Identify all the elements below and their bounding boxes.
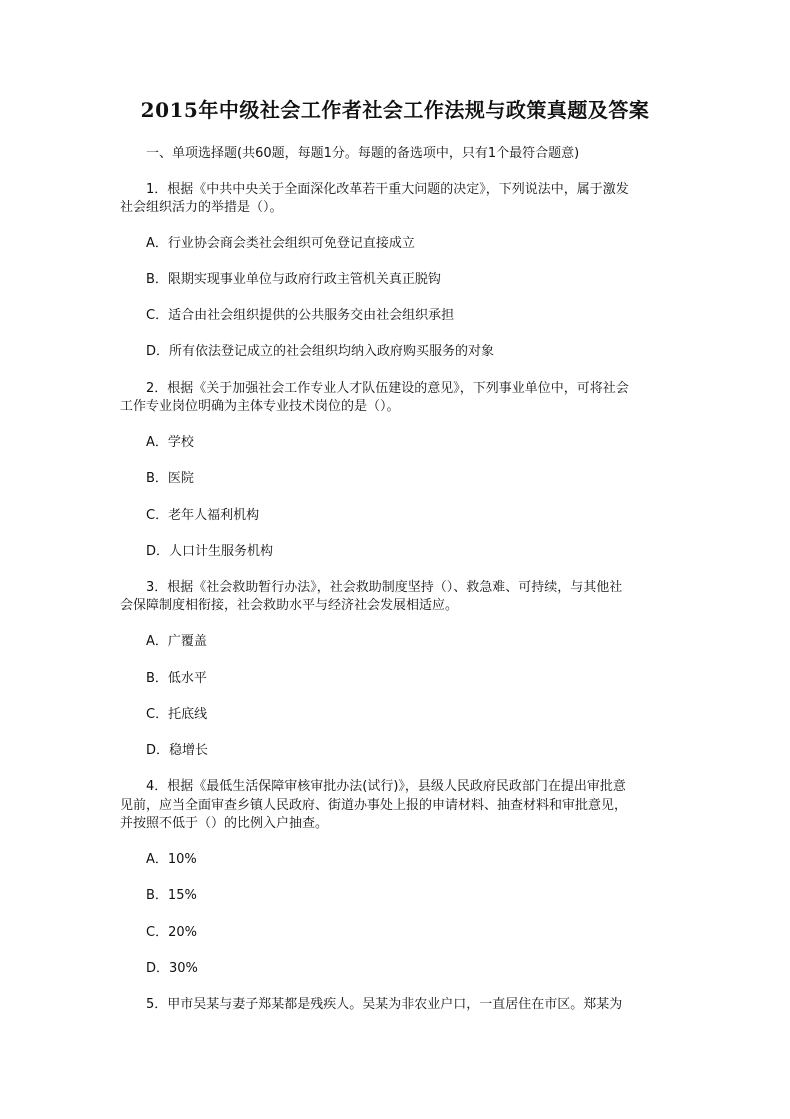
question-4-line-3: 并按照不低于（）的比例入户抽查。 [120, 816, 329, 831]
question-2-option-a: A．学校 [146, 435, 194, 450]
question-1-line-1: 1．根据《中共中央关于全面深化改革若干重大问题的决定》，下列说法中，属于激发 [146, 182, 629, 197]
question-1-line-2: 社会组织活力的举措是（）。 [120, 200, 283, 215]
question-4-option-d: D．30% [146, 961, 198, 976]
question-4-option-b: B．15% [146, 888, 197, 903]
question-1-option-d: D．所有依法登记成立的社会组织均纳入政府购买服务的对象 [146, 344, 495, 359]
question-4-line-2: 见前，应当全面审查乡镇人民政府、街道办事处上报的申请材料、抽查材料和审批意见， [120, 798, 628, 813]
question-4-option-a: A．10% [146, 852, 197, 867]
question-2-option-b: B．医院 [146, 471, 194, 486]
question-3-option-a: A．广覆盖 [146, 634, 207, 649]
question-1-option-b: B．限期实现事业单位与政府行政主管机关真正脱钩 [146, 272, 441, 287]
document-title: 2015年中级社会工作者社会工作法规与政策真题及答案 [140, 98, 650, 122]
question-3-option-b: B．低水平 [146, 671, 207, 686]
question-3-line-2: 会保障制度相衔接，社会救助水平与经济社会发展相适应。 [120, 598, 459, 613]
question-2-option-c: C．老年人福利机构 [146, 508, 260, 523]
question-1-option-a: A．行业协会商会类社会组织可免登记直接成立 [146, 236, 415, 251]
section-header: 一、单项选择题(共60题，每题1分。每题的备选项中，只有1个最符合题意) [146, 146, 580, 161]
question-4-line-1: 4．根据《最低生活保障审核审批办法(试行)》，县级人民政府民政部门在提出审批意 [146, 779, 626, 794]
question-3-option-c: C．托底线 [146, 707, 208, 722]
question-2-option-d: D．人口计生服务机构 [146, 544, 274, 559]
question-3-option-d: D．稳增长 [146, 743, 209, 758]
question-5-line-1: 5．甲市吴某与妻子郑某都是残疾人。吴某为非农业户口，一直居住在市区。郑某为 [146, 997, 623, 1012]
question-2-line-1: 2．根据《关于加强社会工作专业人才队伍建设的意见》，下列事业单位中，可将社会 [146, 381, 629, 396]
question-2-line-2: 工作专业岗位明确为主体专业技术岗位的是（）。 [120, 399, 400, 414]
question-4-option-c: C．20% [146, 925, 197, 940]
question-3-line-1: 3．根据《社会救助暂行办法》，社会救助制度坚持（）、救急难、可持续，与其他社 [146, 580, 623, 595]
question-1-option-c: C．适合由社会组织提供的公共服务交由社会组织承担 [146, 308, 455, 323]
